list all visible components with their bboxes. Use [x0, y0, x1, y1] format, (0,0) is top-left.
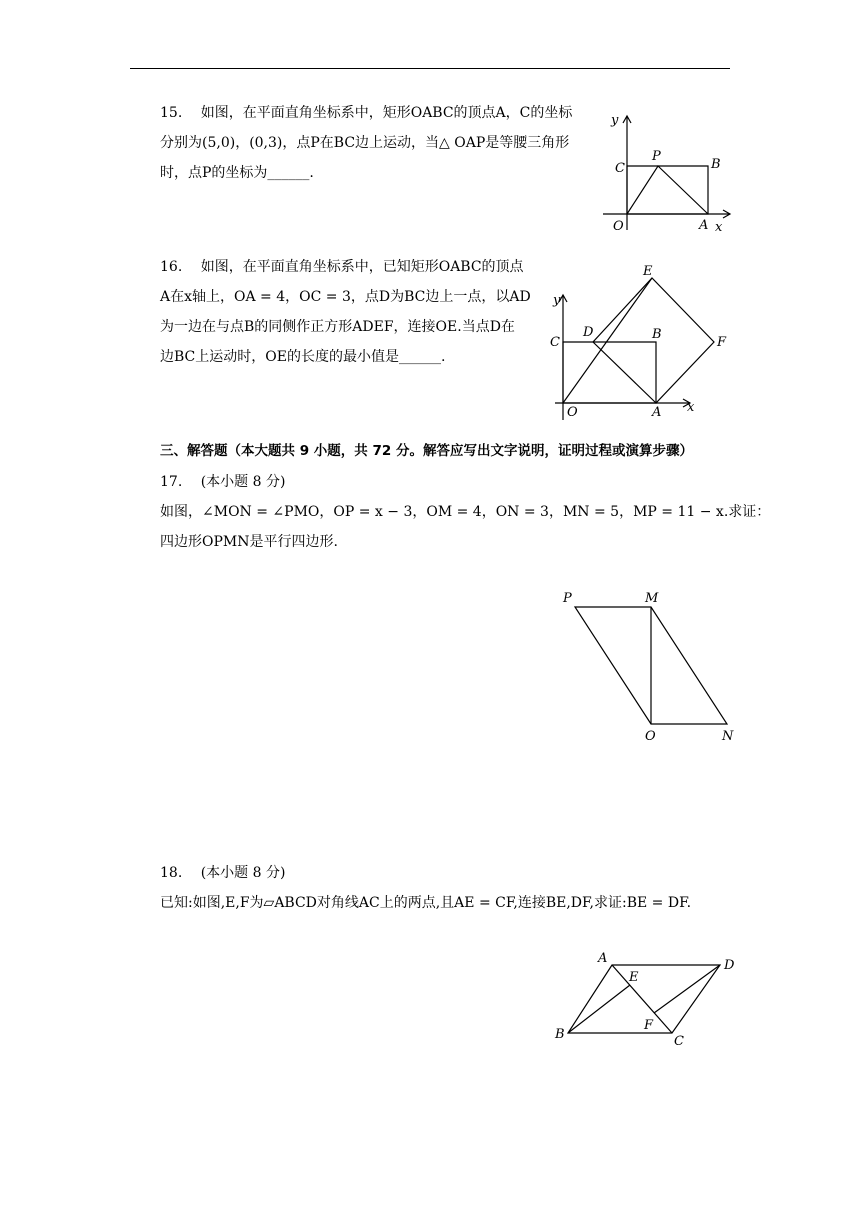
- label-F: F: [717, 335, 727, 350]
- label-P: P: [563, 591, 572, 606]
- q15-line-3: 时，点P的坐标为______.: [160, 165, 314, 181]
- label-N: N: [722, 729, 734, 744]
- diagonal-AC: [612, 965, 672, 1033]
- label-B: B: [652, 327, 662, 342]
- q15-line-2: 分别为(5,0)，(0,3)，点P在BC边上运动，当△ OAP是等腰三角形: [160, 135, 570, 151]
- segment-BE: [568, 985, 630, 1033]
- label-O: O: [613, 219, 624, 234]
- section-heading: 三、解答题（本大题共 9 小题，共 72 分。解答应写出文字说明，证明过程或演算步骤）: [160, 443, 693, 459]
- q17-figure: [555, 585, 745, 745]
- q17-line-2: 如图，∠MON = ∠PMO，OP = x − 3，OM = 4，ON = 3，MN = 5，MP = 11 − x.求证：: [160, 504, 771, 520]
- rect-OABC: [627, 166, 708, 214]
- label-B: B: [555, 1027, 565, 1042]
- label-E: E: [629, 970, 639, 985]
- q18-line-1: 18. (本小题 8 分): [160, 865, 286, 881]
- label-y: y: [553, 293, 561, 308]
- q15-figure: [595, 108, 745, 238]
- q16-line-3: 为一边在与点B的同侧作正方形ADEF，连接OE.当点D在: [160, 319, 515, 335]
- label-B: B: [711, 157, 721, 172]
- q17-line-3: 四边形OPMN是平行四边形.: [160, 534, 338, 550]
- triangle-OAP: [627, 166, 708, 214]
- label-C: C: [615, 161, 625, 176]
- q17-line-1: 17. (本小题 8 分): [160, 474, 286, 490]
- q16-figure: [545, 260, 745, 430]
- q18-line-2: 已知:如图,E,F为▱ABCD对角线AC上的两点,且AE = CF,连接BE,DF,求证:BE = DF.: [160, 895, 692, 911]
- q16-line-1: 16. 如图，在平面直角坐标系中，已知矩形OABC的顶点: [160, 259, 524, 275]
- header-rule: [130, 68, 730, 69]
- label-E: E: [643, 264, 653, 279]
- label-C: C: [550, 335, 560, 350]
- label-y: y: [611, 113, 619, 128]
- label-A: A: [652, 405, 662, 420]
- label-x: x: [715, 220, 723, 235]
- label-O: O: [567, 405, 578, 420]
- q16-line-2: A在x轴上，OA = 4，OC = 3，点D为BC边上一点，以AD: [160, 289, 531, 305]
- label-M: M: [645, 591, 659, 606]
- segment-OE: [563, 278, 652, 403]
- label-A: A: [699, 218, 709, 233]
- label-C: C: [674, 1034, 684, 1049]
- q16-line-4: 边BC上运动时，OE的长度的最小值是______.: [160, 349, 446, 365]
- segment-DF: [654, 965, 720, 1013]
- label-P: P: [652, 149, 661, 164]
- label-F: F: [644, 1018, 654, 1033]
- q15-line-1: 15. 如图，在平面直角坐标系中，矩形OABC的顶点A，C的坐标: [160, 105, 573, 121]
- label-O: O: [645, 729, 656, 744]
- q18-figure: [550, 945, 750, 1050]
- label-D: D: [724, 958, 735, 973]
- label-A: A: [598, 951, 608, 966]
- rect-OABC: [563, 342, 656, 403]
- label-x: x: [687, 400, 695, 415]
- label-D: D: [583, 325, 594, 340]
